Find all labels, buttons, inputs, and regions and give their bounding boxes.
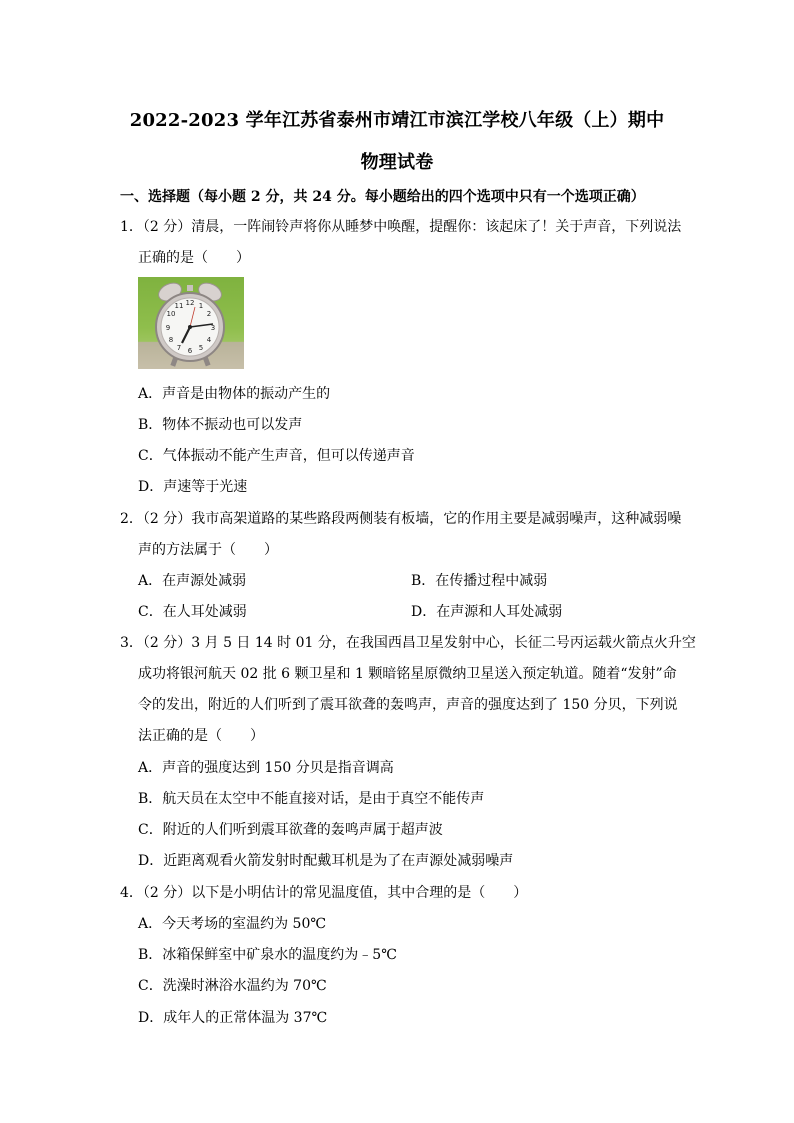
dial-number: 4	[206, 336, 212, 344]
question-2-line-1: 2．（2 分）我市高架道路的某些路段两侧装有板墙，它的作用主要是减弱噪声，这种减弱噪	[120, 511, 682, 527]
dial-number: 8	[168, 336, 174, 344]
dial-number: 5	[198, 344, 204, 352]
question-4-option-d: D．成年人的正常体温为 37℃	[138, 1010, 328, 1026]
question-2-line-2: 声的方法属于（ ）	[138, 542, 278, 558]
question-1-line-1: 1．（2 分）清晨，一阵闹铃声将你从睡梦中唤醒，提醒你：该起床了！关于声音，下列说法	[120, 219, 682, 235]
dial-number: 7	[176, 344, 182, 352]
question-1-option-b: B．物体不振动也可以发声	[138, 417, 303, 433]
question-1-option-c: C．气体振动不能产生声音，但可以传递声音	[138, 448, 415, 464]
question-1-option-a: A．声音是由物体的振动产生的	[138, 386, 331, 402]
question-2-option-c: C．在人耳处减弱	[138, 604, 247, 620]
question-2-option-b: B．在传播过程中减弱	[411, 573, 548, 589]
question-4-option-b: B．冰箱保鲜室中矿泉水的温度约为﹣5℃	[138, 947, 397, 963]
dial-number: 10	[166, 310, 176, 318]
alarm-clock-photo-icon	[138, 277, 244, 369]
question-4-option-a: A．今天考场的室温约为 50℃	[138, 916, 327, 932]
dial-number: 3	[210, 324, 216, 332]
question-1-option-d: D．声速等于光速	[138, 479, 248, 495]
question-3-line-1: 3．（2 分）3 月 5 日 14 时 01 分，在我国西昌卫星发射中心，长征二号丙运载火箭点火升空	[120, 635, 696, 651]
question-2-option-d: D．在声源和人耳处减弱	[411, 604, 563, 620]
question-1-line-2: 正确的是（ ）	[138, 250, 250, 266]
dial-number: 2	[206, 310, 212, 318]
question-4-option-c: C．洗澡时淋浴水温约为 70℃	[138, 978, 327, 994]
dial-number: 11	[174, 302, 184, 310]
exam-title-line1: 2022-2023 学年江苏省泰州市靖江市滨江学校八年级（上）期中	[129, 110, 665, 131]
dial-number: 1	[198, 302, 204, 310]
question-3-line-4: 法正确的是（ ）	[138, 728, 264, 744]
dial-number: 6	[187, 347, 193, 355]
dial-number: 9	[165, 324, 171, 332]
section-heading: 一、选择题（每小题 2 分，共 24 分。每小题给出的四个选项中只有一个选项正确）	[120, 189, 645, 205]
exam-title-line2: 物理试卷	[360, 152, 434, 173]
question-3-option-b: B．航天员在太空中不能直接对话，是由于真空不能传声	[138, 791, 485, 807]
question-3-line-3: 令的发出，附近的人们听到了震耳欲聋的轰鸣声，声音的强度达到了 150 分贝，下列说	[138, 697, 678, 713]
dial-number: 12	[185, 299, 195, 307]
question-3-line-2: 成功将银河航天 02 批 6 颗卫星和 1 颗暗铭星原微纳卫星送入预定轨道。随着“发射”命	[138, 666, 677, 682]
question-3-option-d: D．近距离观看火箭发射时配戴耳机是为了在声源处减弱噪声	[138, 853, 514, 869]
question-4-line-1: 4．（2 分）以下是小明估计的常见温度值，其中合理的是（ ）	[120, 885, 528, 901]
question-2-option-a: A．在声源处减弱	[138, 573, 247, 589]
question-3-option-a: A．声音的强度达到 150 分贝是指音调高	[138, 760, 394, 776]
question-3-option-c: C．附近的人们听到震耳欲聋的轰鸣声属于超声波	[138, 822, 443, 838]
